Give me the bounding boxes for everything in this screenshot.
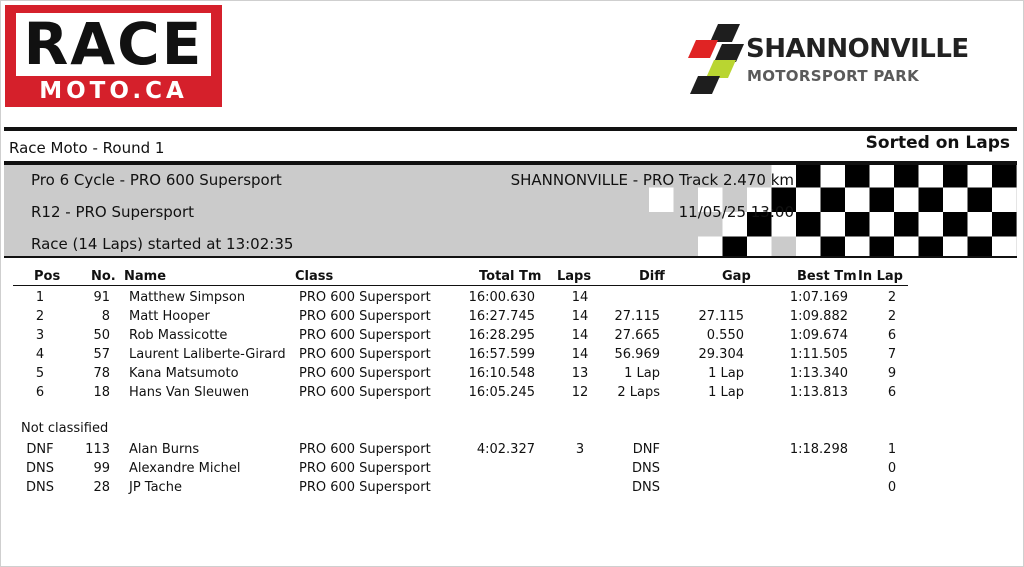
- race-moto-logo-top: RACE: [16, 13, 211, 76]
- cell-laps: 3: [575, 442, 585, 457]
- cell-no: 8: [101, 309, 110, 324]
- cell-gap: 27.115: [698, 309, 744, 324]
- shannonville-title: SHANNONVILLE: [746, 34, 969, 64]
- checker-square: [968, 165, 993, 188]
- shannonville-subtitle: MOTORSPORT PARK: [747, 67, 919, 85]
- sort-label: Sorted on Laps: [865, 133, 1010, 153]
- checker-square: [992, 212, 1017, 237]
- cell-pos: 3: [35, 328, 45, 343]
- checker-square: [968, 237, 993, 257]
- cell-total: 16:57.599: [468, 347, 535, 362]
- checker-square: [845, 212, 870, 237]
- checker-square: [943, 212, 968, 237]
- cell-name: Hans Van Sleuwen: [129, 385, 250, 400]
- cell-laps: 13: [571, 366, 589, 381]
- checker-square: [992, 165, 1017, 188]
- session-line: R12 - PRO Supersport: [31, 203, 195, 221]
- cell-name: JP Tache: [129, 480, 182, 495]
- cell-class: PRO 600 Supersport: [299, 309, 431, 324]
- cell-diff: 1 Lap: [624, 366, 660, 381]
- checker-square: [894, 188, 919, 213]
- checker-square: [821, 188, 846, 213]
- checker-square: [870, 212, 895, 237]
- cell-pos: 1: [35, 290, 45, 305]
- checker-square: [894, 237, 919, 257]
- cell-class: PRO 600 Supersport: [299, 442, 431, 457]
- cell-total: 16:05.245: [468, 385, 535, 400]
- checker-square: [796, 212, 821, 237]
- checker-square: [796, 237, 821, 257]
- cell-class: PRO 600 Supersport: [299, 328, 431, 343]
- cell-best: 1:09.674: [789, 328, 848, 343]
- race-moto-logo: [5, 5, 222, 107]
- checkered-flag-icon: [688, 22, 750, 96]
- cell-gap: 1 Lap: [708, 385, 744, 400]
- flag-square-green: [706, 60, 736, 78]
- cell-class: PRO 600 Supersport: [299, 385, 431, 400]
- checker-square: [894, 212, 919, 237]
- flag-square-dark-2: [714, 44, 744, 62]
- col-total: Total Tm: [479, 269, 542, 284]
- cell-laps: 14: [571, 347, 589, 362]
- cell-best: 1:11.505: [789, 347, 848, 362]
- cell-class: PRO 600 Supersport: [299, 461, 431, 476]
- header-rule-bottom: [4, 256, 1017, 258]
- cell-pos: 4: [35, 347, 45, 362]
- cell-total: 16:27.745: [468, 309, 535, 324]
- checker-square: [968, 188, 993, 213]
- cell-laps: 14: [571, 309, 589, 324]
- cell-no: 113: [85, 442, 110, 457]
- checker-square: [919, 188, 944, 213]
- col-gap: Gap: [722, 269, 751, 284]
- checker-square: [796, 188, 821, 213]
- checker-square: [894, 165, 919, 188]
- checker-square: [919, 165, 944, 188]
- cell-name: Alexandre Michel: [129, 461, 241, 476]
- cell-in-lap: 2: [887, 309, 897, 324]
- cell-class: PRO 600 Supersport: [299, 366, 431, 381]
- checker-square: [821, 212, 846, 237]
- checker-square: [870, 165, 895, 188]
- race-moto-logo-bottom: MOTO.CA: [39, 78, 188, 104]
- results-header: [0, 267, 1024, 286]
- cell-diff: DNS: [632, 480, 660, 495]
- cell-best: 1:18.298: [789, 442, 848, 457]
- cell-total: 4:02.327: [476, 442, 535, 457]
- cell-laps: 12: [571, 385, 589, 400]
- col-class: Class: [295, 269, 334, 284]
- start-line: Race (14 Laps) started at 13:02:35: [31, 235, 294, 253]
- cell-laps: 14: [571, 290, 589, 305]
- cell-no: 91: [93, 290, 110, 305]
- checker-square: [723, 237, 748, 257]
- col-in-lap: In Lap: [858, 269, 903, 284]
- cell-laps: 14: [571, 328, 589, 343]
- col-name: Name: [124, 269, 167, 284]
- checker-square: [845, 237, 870, 257]
- shannonville-logo: [688, 22, 1018, 96]
- checker-square: [747, 237, 772, 257]
- cell-in-lap: 0: [887, 480, 897, 495]
- checker-square: [698, 237, 723, 257]
- checker-square: [919, 237, 944, 257]
- checker-square: [821, 165, 846, 188]
- cell-class: PRO 600 Supersport: [299, 480, 431, 495]
- cell-best: 1:13.340: [789, 366, 848, 381]
- cell-in-lap: 7: [887, 347, 897, 362]
- flag-square-dark-1: [710, 24, 740, 42]
- cell-name: Rob Massicotte: [129, 328, 228, 343]
- cell-total: 16:28.295: [468, 328, 535, 343]
- checker-square: [845, 188, 870, 213]
- checker-square: [870, 237, 895, 257]
- checker-square: [796, 165, 821, 188]
- flag-square-red: [688, 40, 718, 58]
- checker-square: [943, 165, 968, 188]
- cell-name: Matt Hooper: [129, 309, 210, 324]
- checker-square: [649, 188, 674, 213]
- cell-name: Kana Matsumoto: [129, 366, 239, 381]
- cell-class: PRO 600 Supersport: [299, 347, 431, 362]
- col-laps: Laps: [557, 269, 592, 284]
- checker-square: [943, 237, 968, 257]
- cell-no: 78: [93, 366, 110, 381]
- cell-in-lap: 6: [887, 385, 897, 400]
- date-line: 11/05/25 13:00: [678, 203, 794, 221]
- cell-gap: 1 Lap: [708, 366, 744, 381]
- cell-name: Laurent Laliberte-Girard: [129, 347, 286, 362]
- cell-pos: DNF: [26, 442, 54, 457]
- cell-diff: 27.115: [614, 309, 660, 324]
- cell-pos: DNS: [26, 461, 54, 476]
- checker-square: [968, 212, 993, 237]
- cell-diff: 56.969: [614, 347, 660, 362]
- cell-diff: 27.665: [614, 328, 660, 343]
- col-best: Best Tm: [797, 269, 857, 284]
- header-rule-top: [4, 127, 1017, 131]
- cell-pos: 2: [35, 309, 45, 324]
- checker-square: [992, 188, 1017, 213]
- cell-class: PRO 600 Supersport: [299, 290, 431, 305]
- col-pos: Pos: [34, 269, 61, 284]
- cell-total: 16:00.630: [468, 290, 535, 305]
- cell-pos: DNS: [26, 480, 54, 495]
- flag-square-dark-3: [690, 76, 720, 94]
- checker-square: [919, 212, 944, 237]
- class-line: Pro 6 Cycle - PRO 600 Supersport: [31, 171, 282, 189]
- cell-total: 16:10.548: [468, 366, 535, 381]
- cell-no: 18: [93, 385, 110, 400]
- cell-gap: 29.304: [698, 347, 744, 362]
- cell-in-lap: 1: [887, 442, 897, 457]
- race-info-band: [4, 165, 1017, 256]
- checker-square: [992, 237, 1017, 257]
- cell-best: 1:13.813: [789, 385, 848, 400]
- checker-square: [845, 165, 870, 188]
- cell-name: Matthew Simpson: [129, 290, 246, 305]
- cell-no: 28: [93, 480, 110, 495]
- cell-no: 99: [93, 461, 110, 476]
- cell-in-lap: 6: [887, 328, 897, 343]
- cell-name: Alan Burns: [129, 442, 200, 457]
- track-line: SHANNONVILLE - PRO Track 2.470 km: [510, 171, 794, 189]
- col-diff: Diff: [639, 269, 665, 284]
- checker-square: [943, 188, 968, 213]
- header-underline: [13, 285, 908, 286]
- cell-no: 50: [93, 328, 110, 343]
- checker-square: [870, 188, 895, 213]
- checker-square: [821, 237, 846, 257]
- cell-pos: 5: [35, 366, 45, 381]
- cell-best: 1:09.882: [789, 309, 848, 324]
- cell-in-lap: 9: [887, 366, 897, 381]
- cell-diff: 2 Laps: [617, 385, 660, 400]
- cell-in-lap: 0: [887, 461, 897, 476]
- cell-diff: DNF: [632, 442, 660, 457]
- cell-gap: 0.550: [706, 328, 744, 343]
- event-title: Race Moto - Round 1: [9, 139, 165, 157]
- cell-pos: 6: [35, 385, 45, 400]
- cell-best: 1:07.169: [789, 290, 848, 305]
- cell-in-lap: 2: [887, 290, 897, 305]
- col-no: No.: [91, 269, 116, 284]
- cell-diff: DNS: [632, 461, 660, 476]
- not-classified-label: Not classified: [21, 421, 109, 436]
- cell-no: 57: [93, 347, 110, 362]
